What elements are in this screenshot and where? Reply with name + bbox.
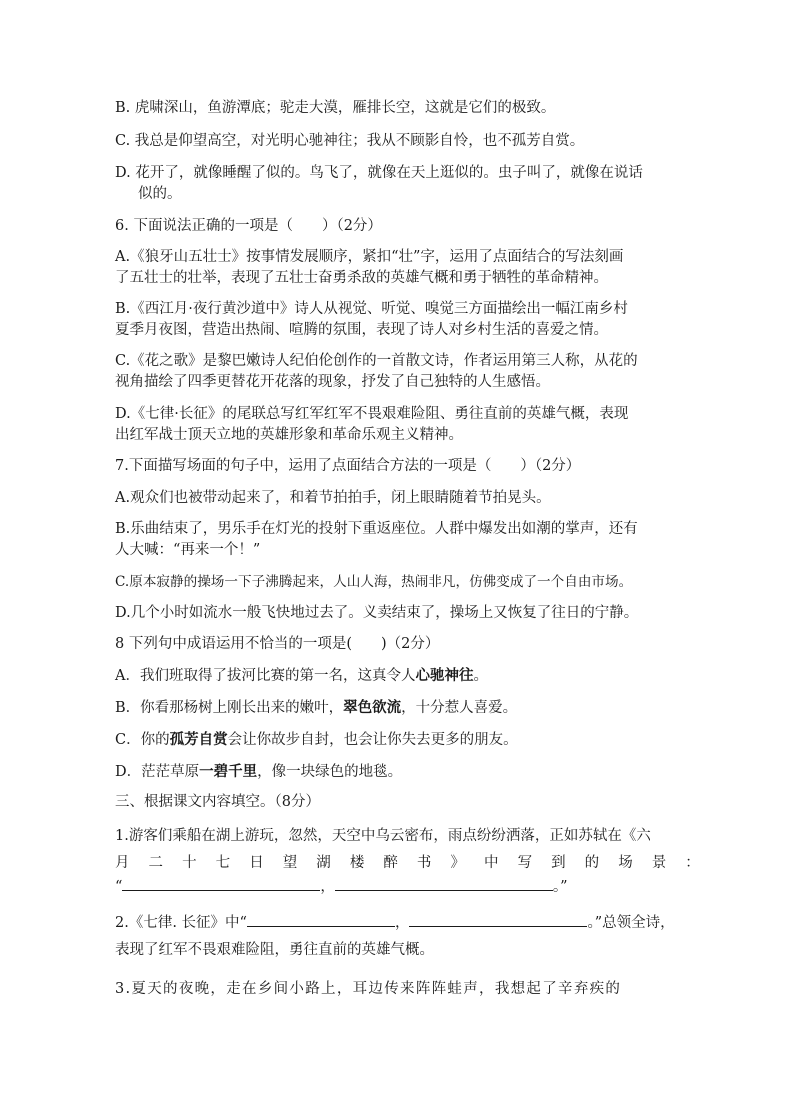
f1-char: 七	[215, 855, 231, 871]
fill-1-blank-2[interactable]	[335, 876, 553, 891]
f1-char: 湖	[316, 855, 331, 871]
section-3-heading: 三、根据课文内容填空。（8分）	[115, 794, 320, 810]
q8d-text: D．茫茫草原	[115, 764, 200, 780]
q6-option-b-line2: 夏季月夜图，营造出热闹、喧腾的氛围，表现了诗人对乡村生活的喜爱之情。	[115, 322, 608, 338]
f1-char: 日	[249, 855, 264, 871]
fill-1-line1: 1.游客们乘船在湖上游玩，忽然，天空中乌云密布，雨点纷纷洒落，正如苏轼在《六	[115, 828, 651, 844]
q8a-end: 。	[473, 668, 488, 684]
q6-option-c-line1: C.《花之歌》是黎巴嫩诗人纪伯伦创作的一首散文诗，作者运用第三人称，从花的	[115, 353, 638, 369]
fill-2-line1	[115, 912, 675, 933]
q8a-idiom: 心驰神往	[415, 667, 474, 684]
fill-1-line2	[115, 853, 700, 873]
f1-char: 的	[584, 855, 600, 871]
question-7: 7.下面描写场面的句子中，运用了点面结合方法的一项是（ ）（2分）	[115, 458, 581, 474]
f1-char: 二	[148, 855, 164, 871]
f1-char: 景	[651, 855, 667, 871]
option-c-q5: C. 我总是仰望高空，对光明心驰神往；我从不顾影自怜，也不孤芳自赏。	[115, 133, 585, 149]
f1-close-quote: 。”	[552, 879, 568, 895]
q6-option-d-line1: D.《七律·长征》的尾联总写红军红军不畏艰难险阻、勇往直前的英雄气概，表现	[115, 406, 629, 422]
q8b-text: B．你看那杨树上刚长出来的嫩叶，	[115, 700, 344, 716]
question-8: 8 下列句中成语运用不恰当的一项是( )（2分）	[115, 636, 440, 652]
fill-2-line2: 表现了红军不畏艰难险阻，勇往直前的英雄气概。	[115, 942, 434, 958]
q8-option-c	[115, 730, 518, 750]
f1-char: 》	[450, 855, 465, 871]
f1-comma: ，	[320, 879, 335, 895]
fill-2-blank-1[interactable]	[247, 912, 395, 927]
f1-char: 望	[282, 855, 298, 871]
fill-1-line3	[115, 876, 568, 897]
fill-1-blank-1[interactable]	[122, 876, 320, 891]
f1-char: 月	[115, 855, 130, 871]
q8a-text: A．我们班取得了拔河比赛的第一名，这真令人	[115, 668, 416, 684]
option-d-q5-line2: 似的。	[138, 186, 182, 202]
q6-option-a-line1: A.《狼牙山五壮士》按事情发展顺序，紧扣“壮”字，运用了点面结合的写法刻画	[115, 249, 624, 265]
q8d-idiom: 一碧千里	[199, 763, 258, 780]
question-6: 6. 下面说法正确的一项是（ ）（2分）	[115, 218, 382, 234]
q6-option-b-line1: B.《西江月·夜行黄沙道中》诗人从视觉、听觉、嗅觉三方面描绘出一幅江南乡村	[115, 301, 628, 317]
fill-2-blank-2[interactable]	[409, 912, 587, 927]
q7-option-b-line1: B.乐曲结束了，男乐手在灯光的投射下重返座位。人群中爆发出如潮的掌声，还有	[115, 521, 638, 537]
q6-option-c-line2: 视角描绘了四季更替花开花落的现象，抒发了自己独特的人生感悟。	[115, 374, 550, 390]
q8-option-d	[115, 762, 402, 782]
q7-option-c: C.原本寂静的操场一下子沸腾起来，人山人海，热闹非凡，仿佛变成了一个自由市场。	[115, 574, 633, 590]
q8c-text: C．你的	[115, 732, 170, 748]
f1-char: 场	[618, 855, 633, 871]
f1-char: ：	[685, 855, 700, 871]
option-d-q5-line1: D. 花开了，就像睡醒了似的。鸟飞了，就像在天上逛似的。虫子叫了，就像在说话	[115, 165, 643, 181]
f2-end: 。”总领全诗，	[587, 915, 675, 931]
f1-char: 到	[551, 855, 566, 871]
q8-option-b	[115, 698, 517, 718]
f2-text: 2.《七律. 长征》中“	[115, 915, 247, 931]
f1-open-quote: “	[115, 879, 123, 895]
q8c-idiom: 孤芳自赏	[169, 731, 228, 748]
f1-char: 楼	[349, 855, 365, 871]
f1-char: 书	[416, 855, 432, 871]
q7-option-b-line2: 人大喊：“再来一个！”	[115, 542, 261, 558]
q6-option-a-line2: 了五壮士的壮举，表现了五壮士奋勇杀敌的英雄气概和勇于牺牲的革命精神。	[115, 270, 608, 286]
f1-char: 写	[517, 855, 533, 871]
option-b-q5: B. 虎啸深山，鱼游潭底；驼走大漠，雁排长空，这就是它们的极致。	[115, 100, 556, 116]
q7-option-d: D.几个小时如流水一般飞快地过去了。义卖结束了，操场上又恢复了往日的宁静。	[115, 605, 639, 621]
q8d-end: ，像一块绿色的地毯。	[257, 764, 403, 780]
f1-char: 中	[484, 855, 499, 871]
f1-char: 十	[182, 855, 197, 871]
f2-comma: ，	[394, 915, 410, 931]
q6-option-d-line2: 出红军战士顶天立地的英雄形象和革命乐观主义精神。	[115, 427, 463, 443]
fill-3-line1: 3.夏天的夜晚，走在乡间小路上，耳边传来阵阵蛙声，我想起了辛弃疾的	[115, 981, 622, 997]
q7-option-a: A.观众们也被带动起来了，和着节拍拍手，闭上眼睛随着节拍晃头。	[115, 490, 551, 506]
q8b-idiom: 翠色欲流	[343, 699, 402, 716]
f1-char: 醉	[383, 855, 398, 871]
q8c-end: 会让你故步自封，也会让你失去更多的朋友。	[227, 732, 518, 748]
q8-option-a	[115, 666, 488, 686]
q8b-end: ，十分惹人喜爱。	[401, 700, 518, 716]
